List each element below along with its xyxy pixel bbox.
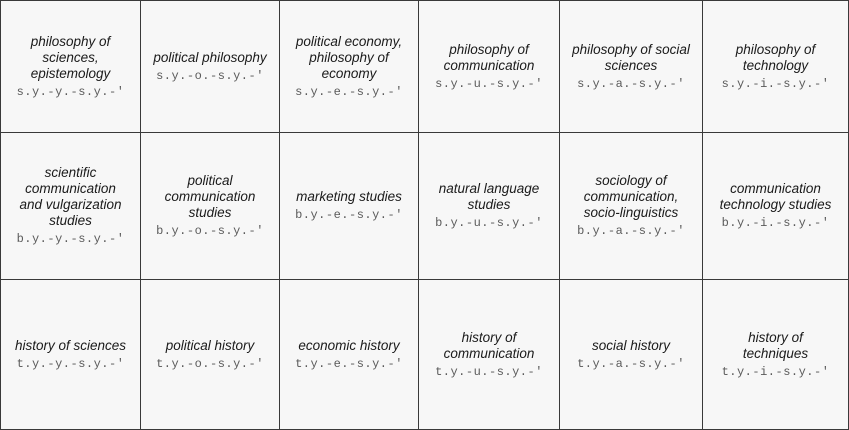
cell-code: t.y.-e.-s.y.-' — [295, 356, 403, 371]
cell-code: b.y.-y.-s.y.-' — [16, 232, 125, 246]
grid-cell-r1-c1 — [0, 0, 141, 133]
grid-cell-r2-c1 — [0, 133, 141, 280]
cell-label: political communication studies — [164, 173, 256, 220]
cell-code: s.y.-u.-s.y.-' — [435, 76, 543, 91]
cell-code: s.y.-e.-s.y.-' — [295, 84, 403, 99]
cell-label: scientific communication and vulgarization studies — [19, 165, 122, 228]
grid-cell-r3-c3 — [280, 280, 419, 430]
grid-cell-r3-c2 — [141, 280, 280, 430]
cell-label: history of techniques — [742, 329, 809, 361]
grid-cell-r3-c6 — [703, 280, 849, 430]
cell-label: communication technology studies — [719, 181, 832, 212]
grid-cell-r3-c4 — [419, 280, 560, 430]
cell-code: s.y.-i.-s.y.-' — [721, 76, 830, 91]
grid-cell-r1-c5 — [560, 0, 703, 133]
cell-code: t.y.-y.-s.y.-' — [16, 356, 125, 371]
cell-code: b.y.-a.-s.y.-' — [577, 224, 685, 238]
cell-code: t.y.-o.-s.y.-' — [156, 356, 264, 371]
cell-code: s.y.-o.-s.y.-' — [156, 68, 264, 83]
cell-code: b.y.-i.-s.y.-' — [721, 216, 830, 230]
cell-code: b.y.-u.-s.y.-' — [435, 216, 543, 230]
cell-label: philosophy of social sciences — [572, 41, 690, 73]
cell-code: s.y.-y.-s.y.-' — [16, 84, 125, 99]
grid-cell-r1-c2 — [141, 0, 280, 133]
cell-label: marketing studies — [296, 189, 402, 204]
cell-label: philosophy of sciences, epistemology — [30, 33, 111, 81]
grid-cell-r1-c6 — [703, 0, 849, 133]
cell-code: t.y.-u.-s.y.-' — [435, 364, 543, 379]
cell-label: natural language studies — [438, 181, 540, 212]
grid-cell-r2-c6 — [703, 133, 849, 280]
cell-code: t.y.-i.-s.y.-' — [721, 364, 830, 379]
cell-label: philosophy of communication — [443, 41, 535, 73]
cell-code: s.y.-a.-s.y.-' — [577, 76, 685, 91]
grid-cell-r3-c5 — [560, 280, 703, 430]
grid-cell-r2-c4 — [419, 133, 560, 280]
cell-label: social history — [591, 337, 671, 353]
grid-cell-r3-c1 — [0, 280, 141, 430]
grid-cell-r1-c4 — [419, 0, 560, 133]
cell-code: b.y.-e.-s.y.-' — [295, 208, 403, 222]
cell-label: political economy, philosophy of economy — [295, 33, 403, 81]
cell-label: economic history — [298, 337, 400, 353]
cell-label: history of sciences — [14, 337, 127, 353]
cell-label: political philosophy — [153, 49, 267, 65]
cell-label: political history — [165, 337, 255, 353]
grid-cell-r2-c5 — [560, 133, 703, 280]
grid-cell-r2-c2 — [141, 133, 280, 280]
cell-label: philosophy of technology — [735, 41, 816, 73]
cell-label: history of communication — [443, 329, 535, 361]
cell-label: sociology of communication, socio-linguistics — [583, 173, 679, 220]
grid-cell-r1-c3 — [280, 0, 419, 133]
cell-code: b.y.-o.-s.y.-' — [156, 224, 264, 238]
grid-cell-r2-c3 — [280, 133, 419, 280]
cell-code: t.y.-a.-s.y.-' — [577, 356, 685, 371]
